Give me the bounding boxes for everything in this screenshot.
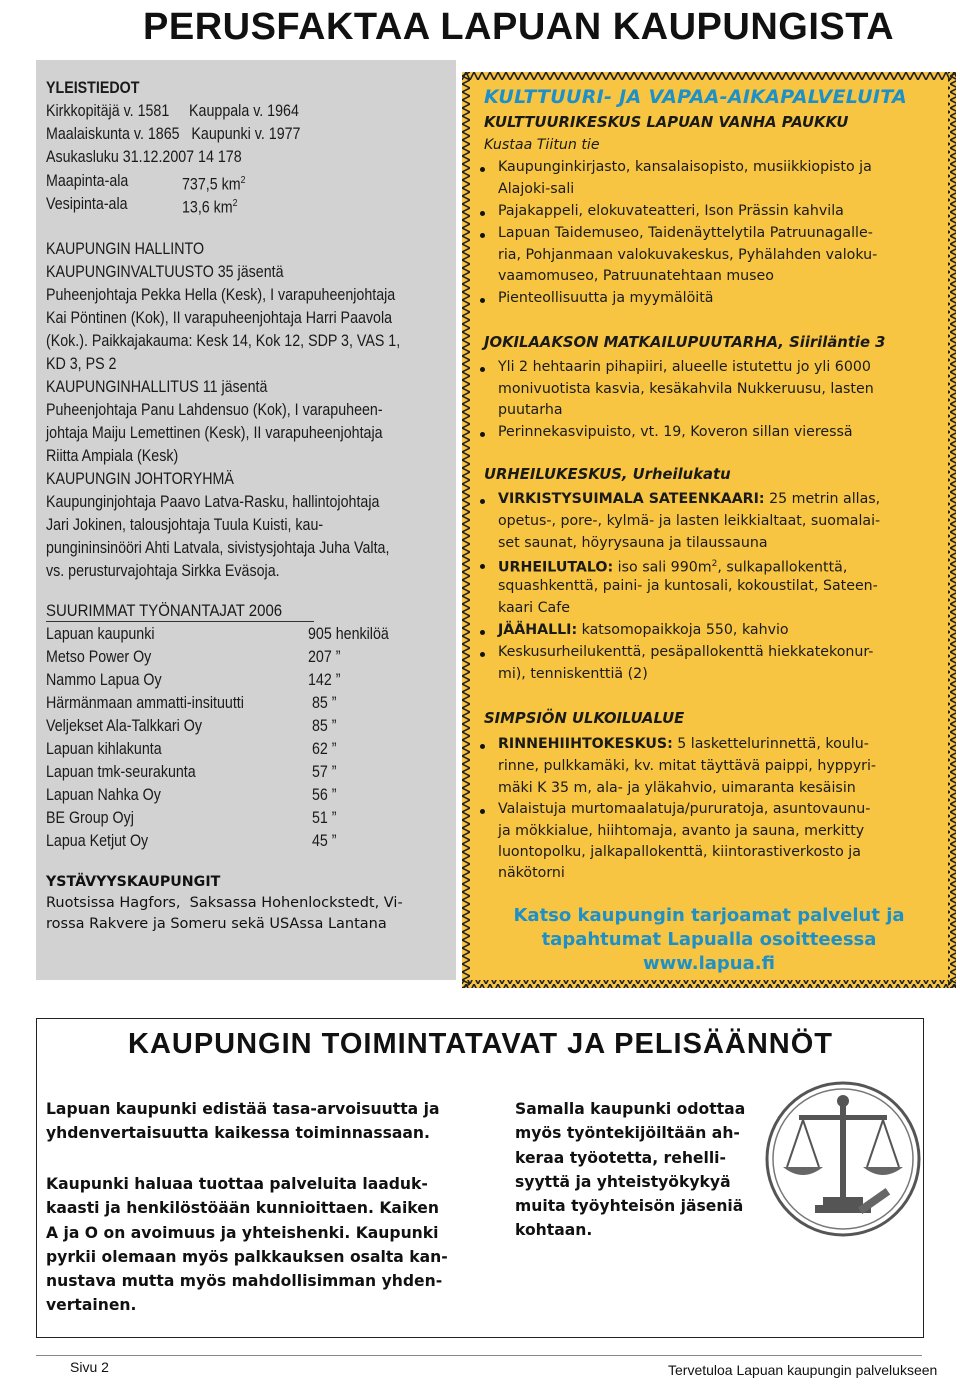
twin-towns-heading: YSTÄVYYSKAUPUNGIT	[46, 874, 221, 890]
bullet	[480, 367, 485, 372]
employer-count: 905 henkilöä	[308, 625, 389, 643]
footer-publication: Tervetuloa Lapuan kaupungin palvelukseen	[668, 1362, 938, 1378]
bullet	[480, 211, 485, 216]
employer-count: 207 ”	[308, 648, 341, 666]
page-title: PERUSFAKTAA LAPUAN KAUPUNGISTA	[143, 6, 895, 48]
culture-item: Lapuan Taidemuseo, Taidenäyttelytila Patruunagalle-	[498, 225, 873, 241]
employer-count: 45 ”	[308, 832, 337, 850]
garden-item: Perinnekasvipuisto, vt. 19, Koveron sillan vieressä	[498, 424, 853, 440]
garden-item: puutarha	[498, 402, 563, 418]
bullet	[480, 809, 485, 814]
bullet	[480, 432, 485, 437]
admin-line: (Kok.). Paikkajakauma: Kesk 14, Kok 12, SDP 3, VAS 1,	[46, 332, 401, 350]
employer-name: Veljekset Ala-Talkkari Oy	[46, 717, 202, 735]
rules-paragraph-2: Kaupunki haluaa tuottaa palveluita laaduk- kaasti ja henkilöstöään kunnioittaen. Kaiken A ja O on avoimuus ja yhteishenki. Kaupunki pyrkii olemaan myös palkkauksen osalta kan- nustava mutta myös mahdollisimman yhden- vertainen.	[46, 1175, 448, 1315]
sports-item: VIRKISTYSUIMALA SATEENKAARI: 25 metrin allas,	[498, 491, 881, 507]
info-line: Kirkkopitäjä v. 1581 Kauppala v. 1964	[46, 102, 299, 120]
outdoor-item: näkötorni	[498, 865, 565, 881]
sports-item: Keskusurheilukenttä, pesäpallokenttä hiekkatekonur-	[498, 644, 874, 660]
sports-item: squashkenttä, paini- ja kuntosali, kokoustilat, Sateen-	[498, 578, 878, 594]
info-line: Maalaiskunta v. 1865 Kaupunki v. 1977	[46, 125, 301, 143]
employer-count: 56 ”	[308, 786, 337, 804]
culture-item: vaamomuseo, Patruunatehtaan museo	[498, 268, 774, 284]
employer-name: Härmänmaan ammatti-insituutti	[46, 694, 244, 712]
bullet	[480, 233, 485, 238]
administration-heading: KAUPUNGIN HALLINTO	[46, 240, 205, 258]
outdoor-item: RINNEHIIHTOKESKUS: 5 laskettelurinnettä, koulu-	[498, 736, 869, 752]
employer-name: Lapuan kihlakunta	[46, 740, 162, 758]
outdoor-item: mäki K 35 m, ala- ja yläkahvio, uimaranta kesäisin	[498, 780, 856, 796]
bullet	[480, 652, 485, 657]
employer-name: Lapuan kaupunki	[46, 625, 155, 643]
admin-line: KAUPUNGINHALLITUS 11 jäsentä	[46, 378, 268, 396]
sports-item: kaari Cafe	[498, 600, 570, 616]
garden-heading: JOKILAAKSON MATKAILUPUUTARHA, Siiriläntie 3	[484, 334, 886, 351]
culture-item: Kaupunginkirjasto, kansalaisopisto, musiikkiopisto ja	[498, 159, 872, 175]
sports-item: set saunat, höyrysauna ja tilaussauna	[498, 535, 768, 551]
sports-item: JÄÄHALLI: katsomopaikkoja 550, kahvio	[498, 622, 789, 638]
admin-line: Riitta Ampiala (Kesk)	[46, 447, 179, 465]
admin-line: Jari Jokinen, talousjohtaja Tuula Kuisti, kau-	[46, 516, 324, 534]
bullet	[480, 298, 485, 303]
land-area-value: 737,5 $km^2$	[182, 175, 246, 194]
bullet	[480, 167, 485, 172]
cultural-center-heading: KULTTUURIKESKUS LAPUAN VANHA PAUKKU	[484, 114, 849, 131]
water-area-value: 13,6 $km^2$	[182, 198, 238, 217]
culture-item: Alajoki-sali	[498, 181, 575, 197]
employer-count: 85 ”	[308, 694, 337, 712]
basic-info-heading: YLEISTIEDOT	[46, 79, 140, 97]
outdoor-item: luontopolku, jalkapallokenttä, kiintorastiverkosto ja	[498, 844, 861, 860]
bullet	[480, 744, 485, 749]
employer-count: 57 ”	[308, 763, 337, 781]
employer-count: 62 ”	[308, 740, 337, 758]
twin-towns-line: Ruotsissa Hagfors, Saksassa Hohenlockstedt, Vi-	[46, 895, 403, 911]
employer-count: 85 ”	[308, 717, 337, 735]
outdoor-item: Valaistuja murtomaalatuja/pururatoja, asuntovaunu-	[498, 801, 871, 817]
outdoor-item: ja mökkialue, hiihtomaja, avanto ja sauna, merkitty	[498, 823, 865, 839]
admin-line: vs. perusturvajohtaja Sirkka Eväsoja.	[46, 562, 280, 580]
employers-heading: SUURIMMAT TYÖNANTAJAT 2006	[46, 601, 314, 622]
employer-name: Lapuan Nahka Oy	[46, 786, 161, 804]
garden-item: monivuotista kasvia, kesäkahvila Nukkeruusu, lasten	[498, 381, 874, 397]
culture-heading: KULTTUURI- JA VAPAA-AIKAPALVELUITA	[484, 86, 908, 108]
admin-line: pungininsinööri Ahti Latvala, sivistysjohtaja Juha Valta,	[46, 539, 390, 557]
outdoor-item: rinne, pulkkamäki, kv. mitat täyttävä paippi, hyppyri-	[498, 758, 877, 774]
culture-item: Pajakappeli, elokuvateatteri, Ison Prässin kahvila	[498, 203, 844, 219]
sports-heading: URHEILUKESKUS, Urheilukatu	[484, 466, 731, 483]
water-area-label: Vesipinta-ala	[46, 195, 128, 213]
admin-line: Kai Pöntinen (Kok), II varapuheenjohtaja Harri Paavola	[46, 309, 393, 327]
sports-item: URHEILUTALO: iso sali $990m^2$, sulkapallokenttä,	[498, 559, 848, 576]
sports-item: opetus-, pore-, kylmä- ja lasten leikkialtaat, suomalai-	[498, 513, 881, 529]
bullet	[480, 499, 485, 504]
cultural-center-address: Kustaa Tiitun tie	[484, 137, 600, 153]
rules-paragraph-3: Samalla kaupunki odottaa myös työntekijöiltään ah- kerаa työotetta, rehelli- syyttä ja yhteistyökykyä muita työyhteisön jäseniä kohtaan.	[515, 1100, 746, 1240]
culture-item: Pienteollisuutta ja myymälöitä	[498, 290, 714, 306]
employer-count: 51 ”	[308, 809, 337, 827]
admin-line: johtaja Maiju Lemettinen (Kesk), II varapuheenjohtaja	[46, 424, 383, 442]
footer-divider	[36, 1355, 922, 1356]
employer-count: 142 ”	[308, 671, 341, 689]
employer-name: Lapua Ketjut Oy	[46, 832, 149, 850]
bullet	[480, 630, 485, 635]
employer-name: BE Group Oyj	[46, 809, 134, 827]
employer-name: Lapuan tmk-seurakunta	[46, 763, 196, 781]
admin-line: KD 3, PS 2	[46, 355, 117, 373]
admin-line: Puheenjohtaja Pekka Hella (Kesk), I varapuheenjohtaja	[46, 286, 396, 304]
land-area-label: Maapinta-ala	[46, 172, 129, 190]
sports-item: mi), tenniskenttiä (2)	[498, 666, 648, 682]
website-link[interactable]: www.lapua.fi	[643, 953, 775, 974]
website-callout: Katso kaupungin tarjoamat palvelut ja tapahtumat Lapualla osoitteessa www.lapua.fi	[462, 904, 956, 976]
admin-line: Puheenjohtaja Panu Lahdensuo (Kok), I varapuheen-	[46, 401, 383, 419]
employer-name: Metso Power Oy	[46, 648, 152, 666]
rules-title: KAUPUNGIN TOIMINTATAVAT JA PELISÄÄNNÖT	[128, 1028, 833, 1060]
outdoor-heading: SIMPSIÖN ULKOILUALUE	[484, 710, 685, 727]
rules-paragraph-1: Lapuan kaupunki edistää tasa-arvoisuutta ja yhdenvertaisuutta kaikessa toiminnassaan.	[46, 1100, 440, 1143]
culture-item: ria, Pohjanmaan valokuvakeskus, Pyhälahden valoku-	[498, 247, 878, 263]
page-number: Sivu 2	[70, 1359, 109, 1375]
admin-line: KAUPUNGINVALTUUSTO 35 jäsentä	[46, 263, 284, 281]
employer-name: Nammo Lapua Oy	[46, 671, 162, 689]
admin-line: Kaupunginjohtaja Paavo Latva-Rasku, hallintojohtaja	[46, 493, 380, 511]
bullet	[480, 564, 485, 569]
garden-item: Yli 2 hehtaarin pihapiiri, alueelle istutettu jo yli 6000	[498, 359, 871, 375]
twin-towns-line: rossa Rakvere ja Someru sekä USAssa Lantana	[46, 916, 387, 932]
info-line: Asukasluku 31.12.2007 14 178	[46, 148, 242, 166]
justice-scales-icon	[765, 1075, 921, 1245]
admin-line: KAUPUNGIN JOHTORYHMÄ	[46, 470, 234, 488]
